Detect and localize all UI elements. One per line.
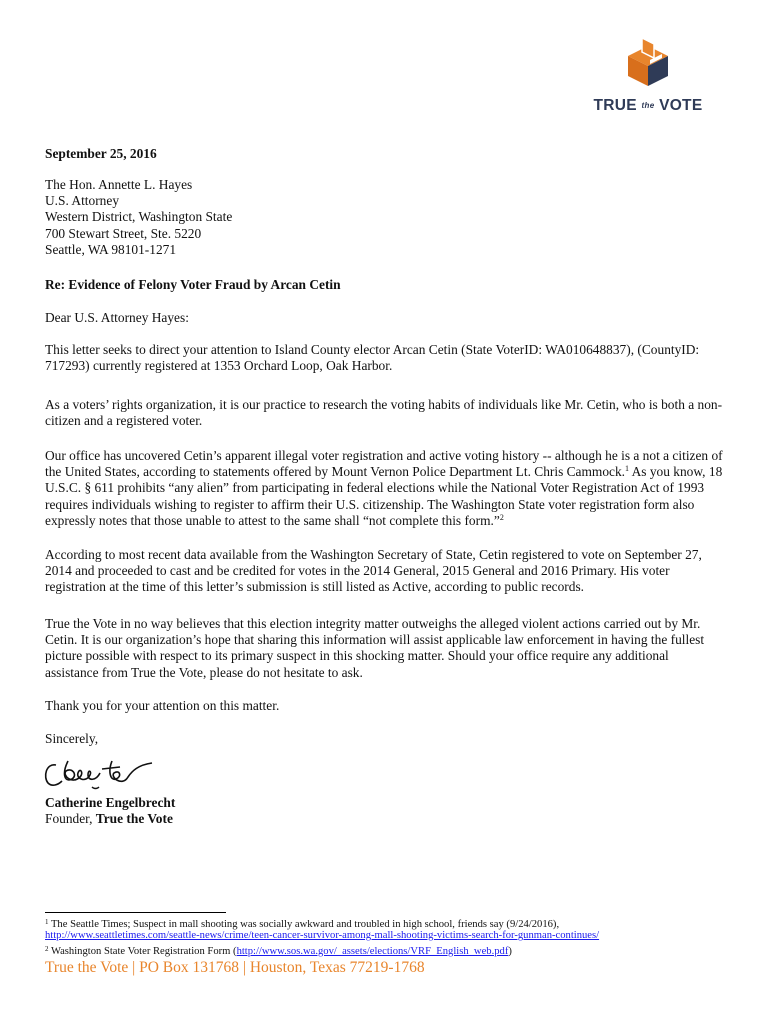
closing: Sincerely, [45,731,99,746]
paragraph-1: This letter seeks to direct your attention to Island County elector Arcan Cetin (State VoterID: WA010648837), (CountyID: 717293) currently registered at 1353 Orchard Loop, Oak Harbor. [45,342,700,374]
brand-name [588,98,708,114]
paragraph-2: As a voters’ rights organization, it is our practice to research the voting habits of individuals like Mr. Cetin, who is both a non-citizen and a registered voter. [45,397,723,429]
brand-word-true: TRUE [593,97,637,114]
footnote-2 [45,943,745,958]
footnote-2-number: 2 [45,945,49,953]
brand-word-the: the [641,101,655,110]
paragraph-3-part-b: As you know, 18 U.S.C. § 611 prohibits “any alien” from participating in federal elections while the National Voter Registration Act of 1993 requires individuals wishing to register to affirm their U.S. citizenship. The Washington State voter registration form also expressly notes that those unable to attest to the same shall “not complete this form.” [45,464,723,528]
paragraph-4: According to most recent data available from the Washington Secretary of State, Cetin registered to vote on September 27, 2014 and proceeded to cast and be credited for votes in the 2014 General, 2015 General and 2016 Primary. His voter registration at the time of this letter’s submission is still listed as Active, according to public records. [45,547,702,595]
signer-title-line [45,811,725,827]
footnote-2-link[interactable]: http://www.sos.wa.gov/_assets/elections/VRF_English_web.pdf [236,946,509,957]
paragraph-3 [45,448,725,529]
salutation: Dear U.S. Attorney Hayes: [45,310,189,325]
signer-organization: True the Vote [95,811,173,826]
brand-word-vote: VOTE [659,97,703,114]
true-the-vote-logo [588,36,708,116]
footnote-1-number: 1 [45,918,49,926]
letter-date: September 25, 2016 [45,146,157,161]
paragraph-6: Thank you for your attention on this matter. [45,698,280,713]
handwritten-signature [42,757,157,795]
footnote-1-link[interactable]: http://www.seattletimes.com/seattle-news/crime/teen-cancer-survivor-among-mall-shooting-victims-search-for-gunman-continues/ [45,930,600,941]
signer-name: Catherine Engelbrecht [45,795,176,810]
footnote-divider [45,912,226,913]
recipient-address [45,177,725,258]
footnote-1 [45,916,745,931]
recipient-line: Western District, Washington State [45,209,233,225]
recipient-line: Seattle, WA 98101-1271 [45,241,177,257]
signer-title: Founder, [45,811,96,826]
recipient-line: U.S. Attorney [45,193,120,209]
recipient-line: The Hon. Annette L. Hayes [45,177,193,192]
recipient-line: 700 Stewart Street, Ste. 5220 [45,225,202,241]
ballot-box-icon [624,36,672,88]
footnote-ref-2: 2 [499,512,504,522]
paragraph-5: True the Vote in no way believes that this election integrity matter outweighs the alleged violent actions carried out by Mr. Cetin. It is our organization’s hope that sharing this information will assist applicable law enforcement in having the fullest picture possible with respect to its primary suspect in this shocking matter. Should your office require any additional assistance from True the Vote, please do not hesitate to ask. [45,616,705,680]
footnote-2-end: ) [508,946,512,957]
footnote-2-text: Washington State Voter Registration Form ( [48,946,237,957]
subject-line: Re: Evidence of Felony Voter Fraud by Arcan Cetin [45,277,341,292]
paragraph-3-part-a: Our office has uncovered Cetin’s apparent illegal voter registration and active voting history -- although he is a not a citizen of the United States, according to statements offered by Mount Vernon Police Department Lt. Chris Cammock. [45,448,723,480]
footnote-1-text: The Seattle Times; Suspect in mall shooting was socially awkward and troubled in high school, friends say (9/24/2016), [48,919,560,930]
footnote-ref-1: 1 [625,464,630,474]
footnote-1-link-line [45,930,745,942]
footer-address: True the Vote | PO Box 131768 | Houston, Texas 77219-1768 [45,959,425,976]
